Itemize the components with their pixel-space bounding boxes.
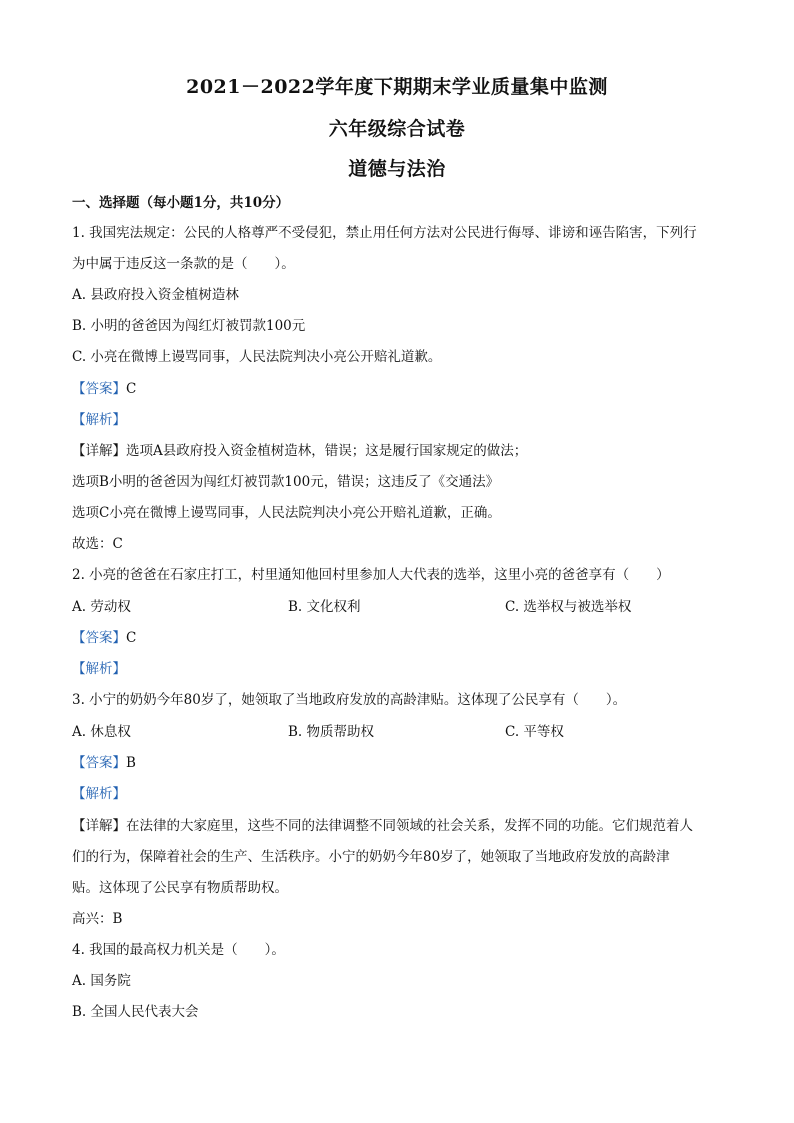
q2-answer-tag: 【答案】 xyxy=(72,630,126,646)
q1-stem-line2: 为中属于违反这一条款的是（ ）。 xyxy=(72,256,295,272)
q4-option-b: B. 全国人民代表大会 xyxy=(72,1004,199,1020)
q3-conclusion: 高兴：B xyxy=(72,911,123,927)
q3-option-c: C. 平等权 xyxy=(505,724,564,740)
q1-analysis-tag: 【解析】 xyxy=(72,412,126,428)
q4-option-a: A. 国务院 xyxy=(72,973,131,989)
q3-answer-tag: 【答案】 xyxy=(72,755,126,771)
q2-option-c: C. 选举权与被选举权 xyxy=(505,599,632,615)
q1-answer-tag: 【答案】 xyxy=(72,381,126,397)
q3-stem: 3. 小宁的奶奶今年80岁了，她领取了当地政府发放的高龄津贴。这体现了公民享有（ ）。 xyxy=(72,692,627,708)
q1-detail-text1: 选项A县政府投入资金植树造林，错误；这是履行国家规定的做法； xyxy=(126,443,528,459)
q2-option-a: A. 劳动权 xyxy=(72,599,131,615)
q3-detail-tag: 【详解】 xyxy=(72,818,126,834)
q1-answer-value: C xyxy=(126,381,137,397)
q3-option-b: B. 物质帮助权 xyxy=(288,724,375,740)
q1-stem-line1: 1. 我国宪法规定：公民的人格尊严不受侵犯，禁止用任何方法对公民进行侮辱、诽谤和诬告陷害，下列行 xyxy=(72,225,697,241)
q2-answer-value: C xyxy=(126,630,137,646)
q3-answer xyxy=(72,754,732,772)
exam-subtitle-grade: 六年级综合试卷 xyxy=(328,118,466,140)
q1-option-c: C. 小亮在微博上谩骂同事，人民法院判决小亮公开赔礼道歉。 xyxy=(72,349,442,365)
q3-detail-line2: 们的行为，保障着社会的生产、生活秩序。小宁的奶奶今年80岁了，她领取了当地政府发放的高龄津 xyxy=(72,849,670,865)
q1-answer xyxy=(72,380,732,398)
q2-answer xyxy=(72,629,732,647)
q1-detail-tag: 【详解】 xyxy=(72,443,126,459)
q1-detail-line3: 选项C小亮在微博上谩骂同事，人民法院判决小亮公开赔礼道歉，正确。 xyxy=(72,505,501,521)
q3-detail-line1 xyxy=(72,817,732,835)
q3-detail-text1: 在法律的大家庭里，这些不同的法律调整不同领域的社会关系，发挥不同的功能。它们规范着人 xyxy=(126,818,693,834)
q1-option-b: B. 小明的爸爸因为闯红灯被罚款100元 xyxy=(72,318,306,334)
q2-stem: 2. 小亮的爸爸在石家庄打工，村里通知他回村里参加人大代表的选举，这里小亮的爸爸享有（ ） xyxy=(72,567,670,583)
exam-title: 2021－2022学年度下期期末学业质量集中监测 xyxy=(186,76,608,98)
q3-answer-value: B xyxy=(126,755,136,771)
exam-subject: 道德与法治 xyxy=(348,158,446,180)
q1-detail-line2: 选项B小明的爸爸因为闯红灯被罚款100元，错误；这违反了《交通法》 xyxy=(72,474,500,490)
q4-stem: 4. 我国的最高权力机关是（ ）。 xyxy=(72,942,285,958)
section-heading: 一、选择题（每小题1分，共10分） xyxy=(72,195,290,211)
q1-detail-line1 xyxy=(72,442,732,460)
q3-option-a: A. 休息权 xyxy=(72,724,131,740)
q2-analysis-tag: 【解析】 xyxy=(72,661,126,677)
q1-conclusion: 故选：C xyxy=(72,536,123,552)
q3-analysis-tag: 【解析】 xyxy=(72,786,126,802)
q2-option-b: B. 文化权利 xyxy=(288,599,361,615)
q1-option-a: A. 县政府投入资金植树造林 xyxy=(72,287,239,303)
q3-detail-line3: 贴。这体现了公民享有物质帮助权。 xyxy=(72,880,288,896)
